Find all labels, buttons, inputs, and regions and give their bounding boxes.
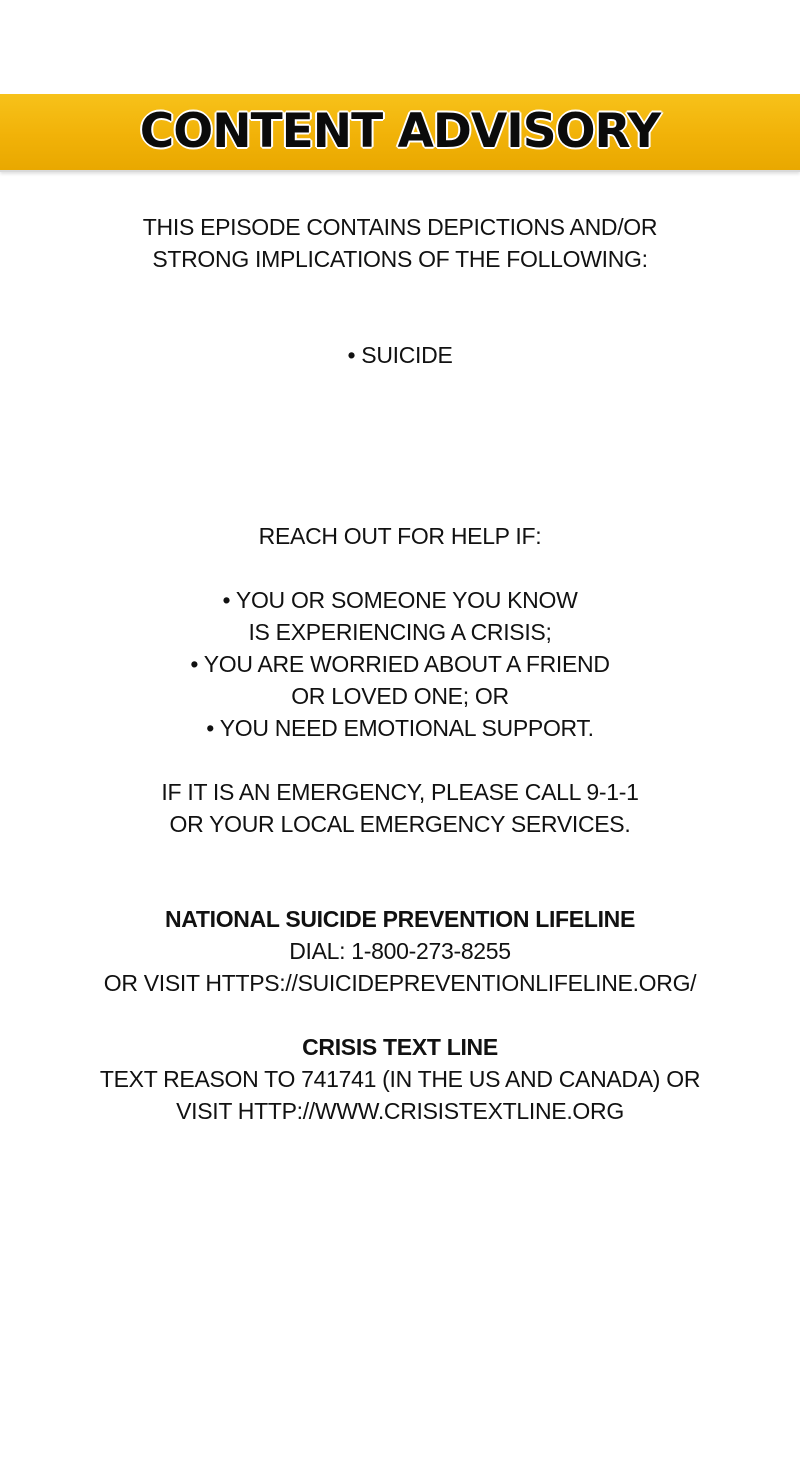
intro-line-1: THIS EPISODE CONTAINS DEPICTIONS AND/OR xyxy=(142,214,658,240)
crisis-text-line-2: VISIT HTTP://WWW.CRISISTEXTLINE.ORG xyxy=(176,1098,624,1124)
help-item: OR LOVED ONE; OR xyxy=(291,683,509,709)
crisis-text-line-1: TEXT REASON TO 741741 (IN THE US AND CANADA) OR xyxy=(99,1066,701,1092)
help-heading: REACH OUT FOR HELP IF: xyxy=(258,523,542,549)
lifeline-phone: DIAL: 1-800-273-8255 xyxy=(289,938,511,964)
topic-item: • SUICIDE xyxy=(347,342,453,368)
help-item: • YOU ARE WORRIED ABOUT A FRIEND xyxy=(190,651,610,677)
banner-title: CONTENT ADVISORY xyxy=(139,104,661,159)
intro-line-2: STRONG IMPLICATIONS OF THE FOLLOWING: xyxy=(152,246,648,272)
lifeline-url: OR VISIT HTTPS://SUICIDEPREVENTIONLIFELINE.ORG/ xyxy=(103,970,697,996)
emergency-line-2: OR YOUR LOCAL EMERGENCY SERVICES. xyxy=(169,811,631,837)
emergency-line-1: IF IT IS AN EMERGENCY, PLEASE CALL 9-1-1 xyxy=(161,779,639,805)
help-item: IS EXPERIENCING A CRISIS; xyxy=(248,619,552,645)
help-item: • YOU NEED EMOTIONAL SUPPORT. xyxy=(206,715,594,741)
crisis-text-name: CRISIS TEXT LINE xyxy=(302,1034,498,1060)
advisory-banner xyxy=(0,94,800,170)
lifeline-name: NATIONAL SUICIDE PREVENTION LIFELINE xyxy=(164,906,636,932)
help-item: • YOU OR SOMEONE YOU KNOW xyxy=(222,587,578,613)
